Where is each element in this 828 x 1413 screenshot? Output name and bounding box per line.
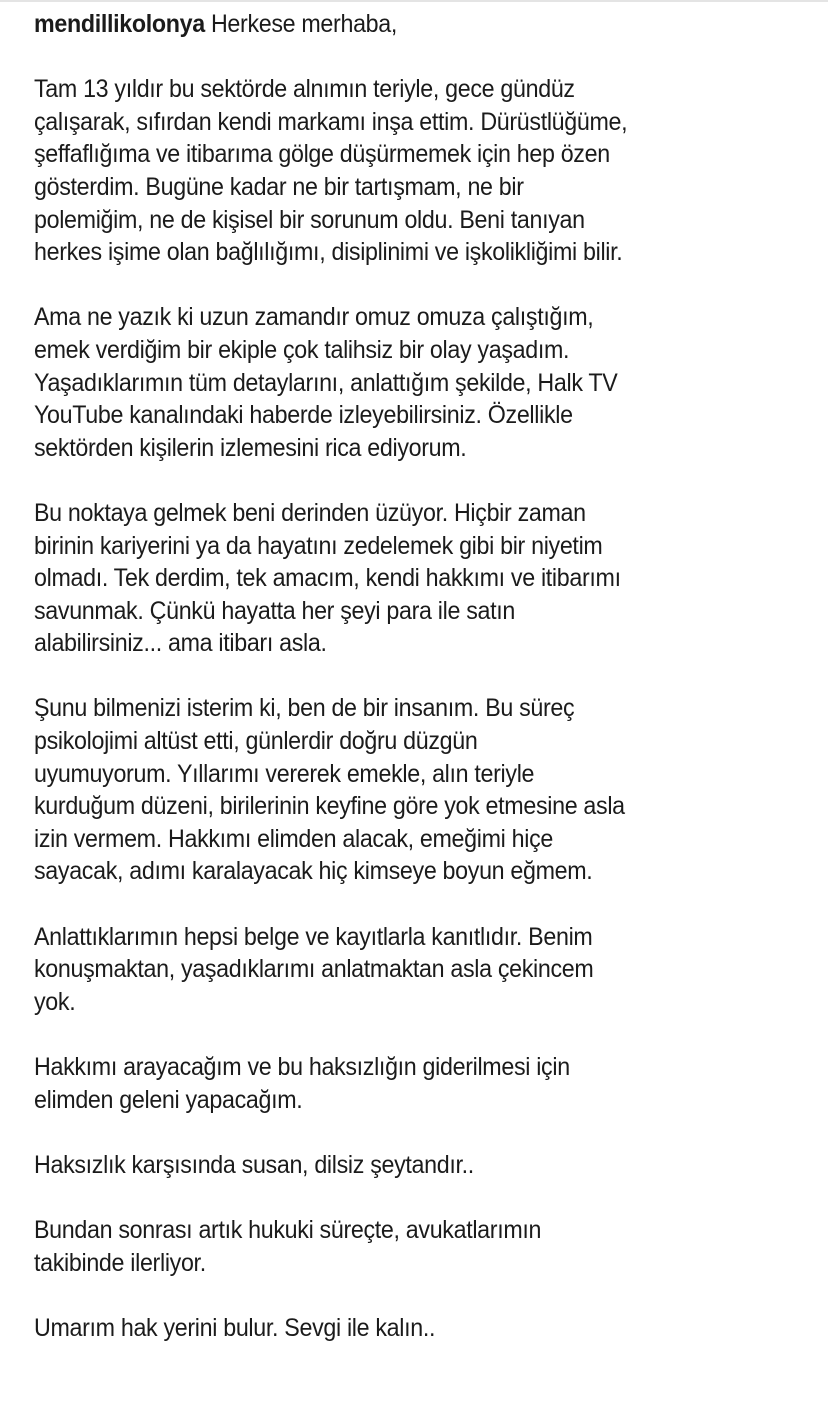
paragraph-spacer <box>34 1116 759 1149</box>
caption-line: Umarım hak yerini bulur. Sevgi ile kalın.. <box>34 1313 436 1342</box>
paragraph-spacer <box>34 1181 759 1214</box>
top-divider <box>0 0 828 2</box>
caption-line: emek verdiğim bir ekiple çok talihsiz bir olay yaşadım. <box>34 335 570 364</box>
caption-line: psikolojimi altüst etti, günlerdir doğru düzgün <box>34 727 478 756</box>
caption-line: yok. <box>34 987 76 1016</box>
caption-line: çalışarak, sıfırdan kendi markamı inşa ettim. Dürüstlüğüme, <box>34 107 628 136</box>
caption-line: Anlattıklarımın hepsi belge ve kayıtlarla kanıtlıdır. Benim <box>34 922 593 951</box>
caption-line: YouTube kanalındaki haberde izleyebilirsiniz. Özellikle <box>34 401 573 430</box>
username-link[interactable]: mendillikolonya <box>34 10 205 38</box>
paragraph-5 <box>34 921 759 1019</box>
paragraph-spacer <box>34 41 759 74</box>
paragraph-spacer <box>34 888 759 921</box>
paragraph-3 <box>34 497 759 660</box>
caption-line: kurduğum düzeni, birilerinin keyfine göre yok etmesine asla <box>34 792 625 821</box>
paragraph-4 <box>34 692 759 888</box>
paragraph-spacer <box>34 1018 759 1051</box>
paragraph-spacer <box>34 1279 759 1312</box>
post-caption <box>34 8 759 1344</box>
caption-line: savunmak. Çünkü hayatta her şeyi para ile satın <box>34 596 515 625</box>
greeting-text: Herkese merhaba, <box>204 10 398 38</box>
paragraph-spacer <box>34 464 759 497</box>
caption-line: konuşmaktan, yaşadıklarımı anlatmaktan asla çekincem <box>34 955 594 984</box>
paragraph-1 <box>34 73 759 269</box>
caption-line: izin vermem. Hakkımı elimden alacak, emeğimi hiçe <box>34 824 553 853</box>
caption-line: Bundan sonrası artık hukuki süreçte, avukatlarımın <box>34 1215 542 1244</box>
paragraph-7 <box>34 1149 759 1182</box>
caption-line: herkes işime olan bağlılığımı, disiplinimi ve işkolikliğimi bilir. <box>34 238 623 267</box>
caption-line: Yaşadıklarımın tüm detaylarını, anlattığım şekilde, Halk TV <box>34 368 618 397</box>
caption-line: sayacak, adımı karalayacak hiç kimseye boyun eğmem. <box>34 857 593 886</box>
paragraph-6 <box>34 1051 759 1116</box>
caption-first-line <box>34 8 759 41</box>
caption-line: Tam 13 yıldır bu sektörde alnımın teriyle, gece gündüz <box>34 75 575 104</box>
paragraph-9 <box>34 1312 759 1345</box>
caption-line: takibinde ilerliyor. <box>34 1248 206 1277</box>
caption-line: Haksızlık karşısında susan, dilsiz şeytandır.. <box>34 1150 474 1179</box>
caption-line: uyumuyorum. Yıllarımı vererek emekle, alın teriyle <box>34 759 535 788</box>
caption-line: Hakkımı arayacağım ve bu haksızlığın giderilmesi için <box>34 1053 570 1081</box>
caption-line: Ama ne yazık ki uzun zamandır omuz omuza çalıştığım, <box>34 303 594 332</box>
caption-line: birinin kariyerini ya da hayatını zedelemek gibi bir niyetim <box>34 531 603 560</box>
caption-line: elimden geleni yapacağım. <box>34 1085 303 1114</box>
paragraph-8 <box>34 1214 759 1279</box>
caption-line: olmadı. Tek derdim, tek amacım, kendi hakkımı ve itibarımı <box>34 564 621 593</box>
caption-line: alabilirsiniz... ama itibarı asla. <box>34 629 327 658</box>
caption-line: şeffaflığıma ve itibarıma gölge düşürmemek için hep özen <box>34 140 610 169</box>
caption-line: polemiğim, ne de kişisel bir sorunum oldu. Beni tanıyan <box>34 205 585 234</box>
caption-line: sektörden kişilerin izlemesini rica ediyorum. <box>34 433 467 462</box>
caption-line: Bu noktaya gelmek beni derinden üzüyor. Hiçbir zaman <box>34 498 586 527</box>
paragraph-2 <box>34 301 759 464</box>
paragraph-spacer <box>34 660 759 693</box>
caption-line: gösterdim. Bugüne kadar ne bir tartışmam, ne bir <box>34 172 524 201</box>
paragraph-spacer <box>34 269 759 302</box>
caption-line: Şunu bilmenizi isterim ki, ben de bir insanım. Bu süreç <box>34 694 575 723</box>
